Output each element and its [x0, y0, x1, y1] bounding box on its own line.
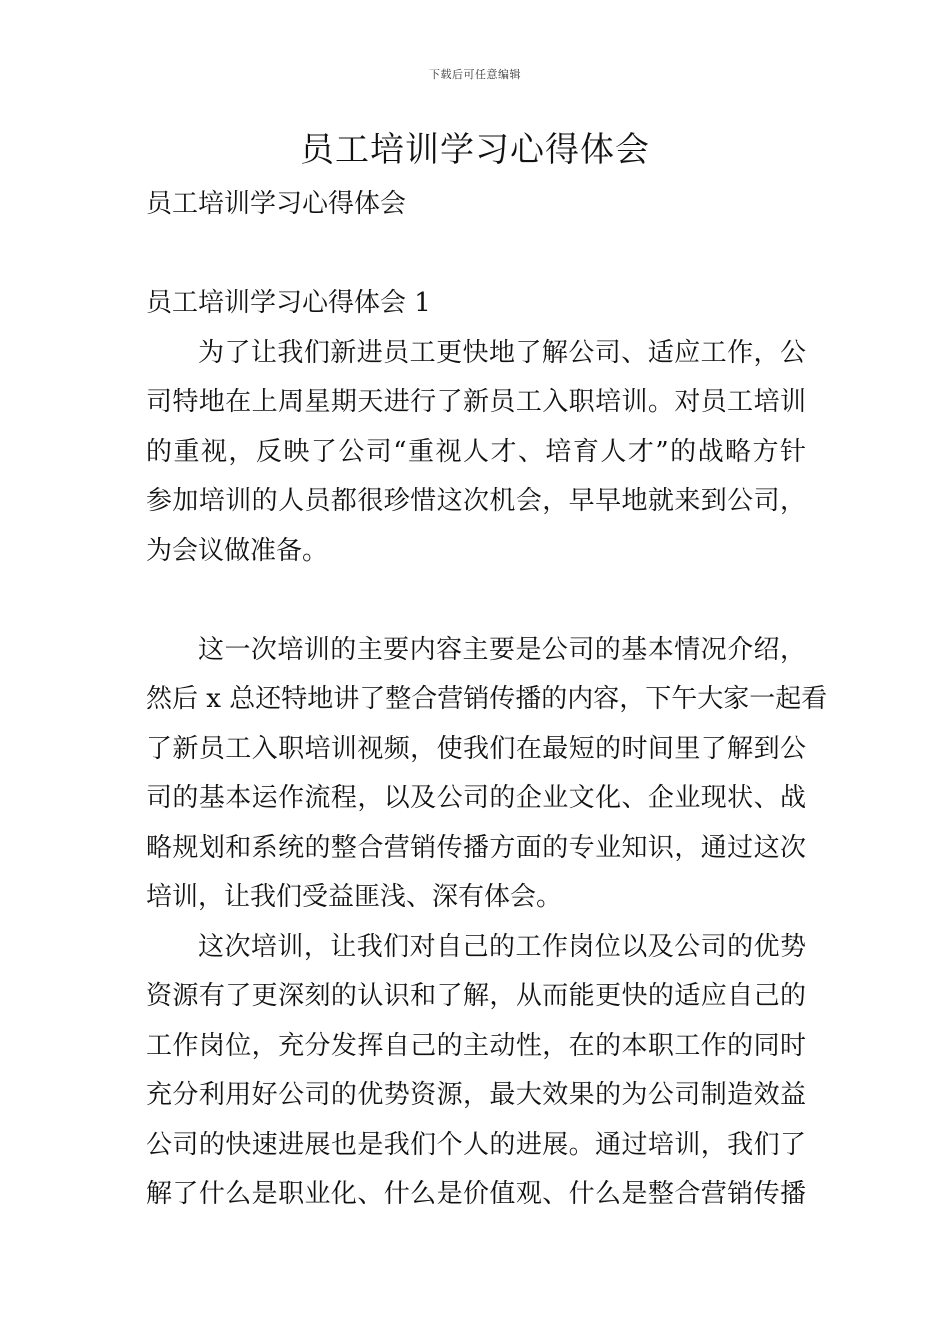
paragraph-line: 司特地在上周星期天进行了新员工入职培训。对员工培训	[146, 387, 806, 417]
paragraph-2	[146, 626, 828, 923]
paragraph-line: 公司的快速进展也是我们个人的进展。通过培训，我们了	[146, 1129, 806, 1160]
document-title: 员工培训学习心得体会	[300, 130, 650, 170]
paragraph-line: 参加培训的人员都很珍惜这次机会，早早地就来到公司，	[146, 486, 806, 516]
paragraph-line: 充分利用好公司的优势资源，最大效果的为公司制造效益	[146, 1080, 806, 1110]
paragraph-line: 了新员工入职培训视频，使我们在最短的时间里了解到公	[146, 733, 806, 764]
blank-line	[146, 230, 806, 280]
paragraph-line: 工作岗位，充分发挥自己的主动性，在的本职工作的同时	[146, 1030, 806, 1061]
paragraph-line: 为了让我们新进员工更快地了解公司、适应工作，公	[198, 337, 806, 368]
paragraph-line: 的重视，反映了公司“重视人才、培育人才”的战略方针	[146, 436, 806, 467]
blank-line	[146, 576, 806, 626]
section-heading: 员工培训学习心得体会 1	[146, 288, 431, 318]
paragraph-line: 然后 x 总还特地讲了整合营销传播的内容，下午大家一起看	[146, 684, 828, 714]
paragraph-line: 解了什么是职业化、什么是价值观、什么是整合营销传播	[146, 1179, 806, 1209]
document-body	[146, 180, 828, 1220]
document-subtitle: 员工培训学习心得体会	[146, 189, 407, 219]
paragraph-line: 司的基本运作流程，以及公司的企业文化、企业现状、战	[146, 783, 806, 813]
paragraph-line: 资源有了更深刻的认识和了解，从而能更快的适应自己的	[146, 981, 806, 1011]
paragraph-line: 这次培训，让我们对自己的工作岗位以及公司的优势	[198, 931, 806, 962]
paragraph-3	[146, 923, 806, 1220]
paragraph-line: 为会议做准备。	[146, 535, 329, 566]
paragraph-1	[146, 329, 806, 577]
paragraph-line: 培训，让我们受益匪浅、深有体会。	[146, 882, 563, 912]
header-note: 下载后可任意编辑	[429, 68, 521, 81]
paragraph-line: 这一次培训的主要内容主要是公司的基本情况介绍，	[198, 634, 806, 665]
paragraph-line: 略规划和系统的整合营销传播方面的专业知识，通过这次	[146, 832, 806, 863]
